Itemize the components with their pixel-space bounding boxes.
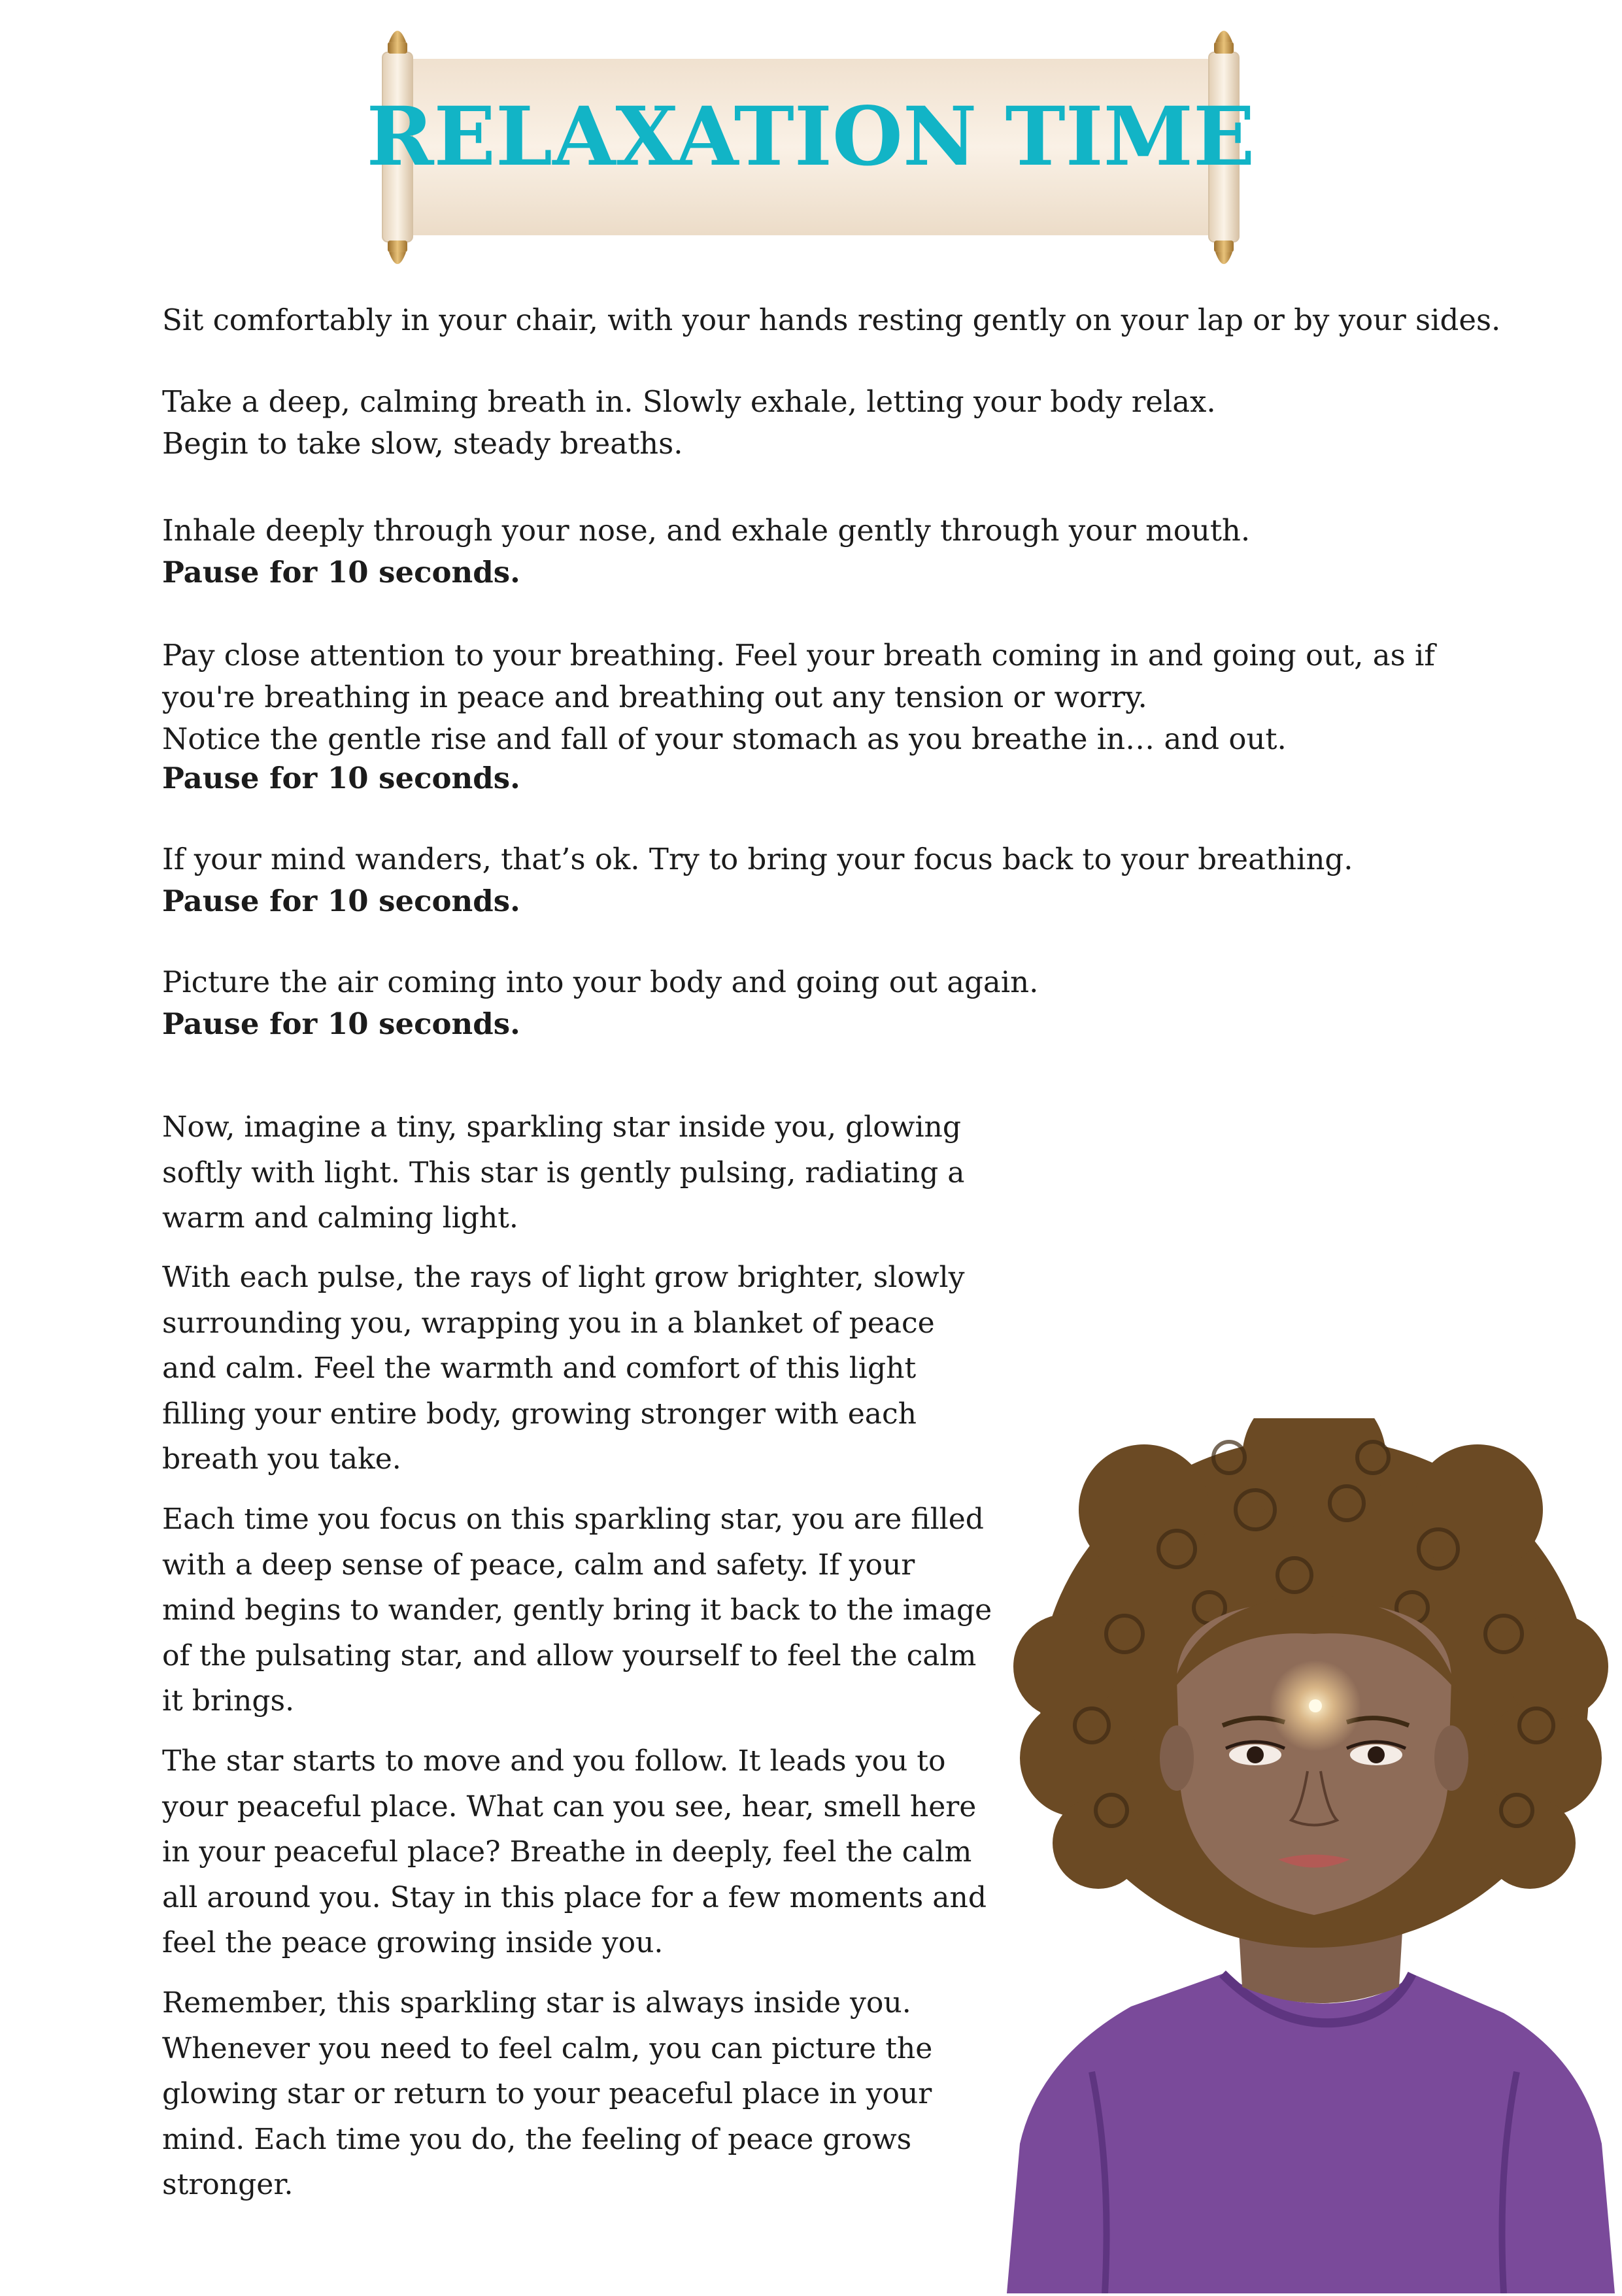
pause-label-4: Pause for 10 seconds.	[162, 1007, 520, 1041]
pause-label-3: Pause for 10 seconds.	[162, 884, 520, 918]
visualization-peaceful-place: The star starts to move and you follow. It leads you to your peaceful place. What can you see, hear, smell here in your peaceful place? Breathe in deeply, feel the calm all around you. Stay in this place for a few moments and feel the peace growing inside you.	[162, 1744, 987, 1959]
visualization-focus: Each time you focus on this sparkling star, you are filled with a deep sense of peace, calm and safety. If your mind begins to wander, gently bring it back to the image of the pulsating star, and allow yourself to feel the calm it brings.	[162, 1503, 992, 1718]
instruction-mind-wanders: If your mind wanders, that’s ok. Try to bring your focus back to your breathing.	[162, 842, 1353, 876]
pause-label-2: Pause for 10 seconds.	[162, 761, 520, 795]
instruction-inhale: Inhale deeply through your nose, and exhale gently through your mouth.	[162, 513, 1251, 548]
instruction-attention: Pay close attention to your breathing. Feel your breath coming in and going out, as if you're breathing in peace and breathing out any tension or worry. Notice the gentle rise and fall of your stomach as you breathe in… and out.	[162, 638, 1436, 756]
title-banner	[363, 20, 1259, 275]
child-illustration	[981, 1418, 1622, 2293]
visualization-pulse: With each pulse, the rays of light grow brighter, slowly surrounding you, wrapping you in a blanket of peace and calm. Feel the warmth and comfort of this light filling your entire body, growing stronger with each breath you take.	[162, 1261, 965, 1476]
visualization-remember: Remember, this sparkling star is always inside you. Whenever you need to feel calm, you can picture the glowing star or return to your peaceful place in your mind. Each time you do, the feeling of peace grows stronger.	[162, 1986, 933, 2201]
instruction-picture-air: Picture the air coming into your body and going out again.	[162, 965, 1039, 999]
instruction-sit: Sit comfortably in your chair, with your hands resting gently on your lap or by your sides.	[162, 303, 1501, 337]
pause-label-1: Pause for 10 seconds.	[162, 555, 520, 590]
instruction-breath: Take a deep, calming breath in. Slowly exhale, letting your body relax. Begin to take slow, steady breaths.	[162, 384, 1216, 461]
page-title: RELAXATION TIME	[366, 90, 1255, 184]
visualization-star: Now, imagine a tiny, sparkling star inside you, glowing softly with light. This star is gently pulsing, radiating a warm and calming light.	[162, 1110, 965, 1235]
